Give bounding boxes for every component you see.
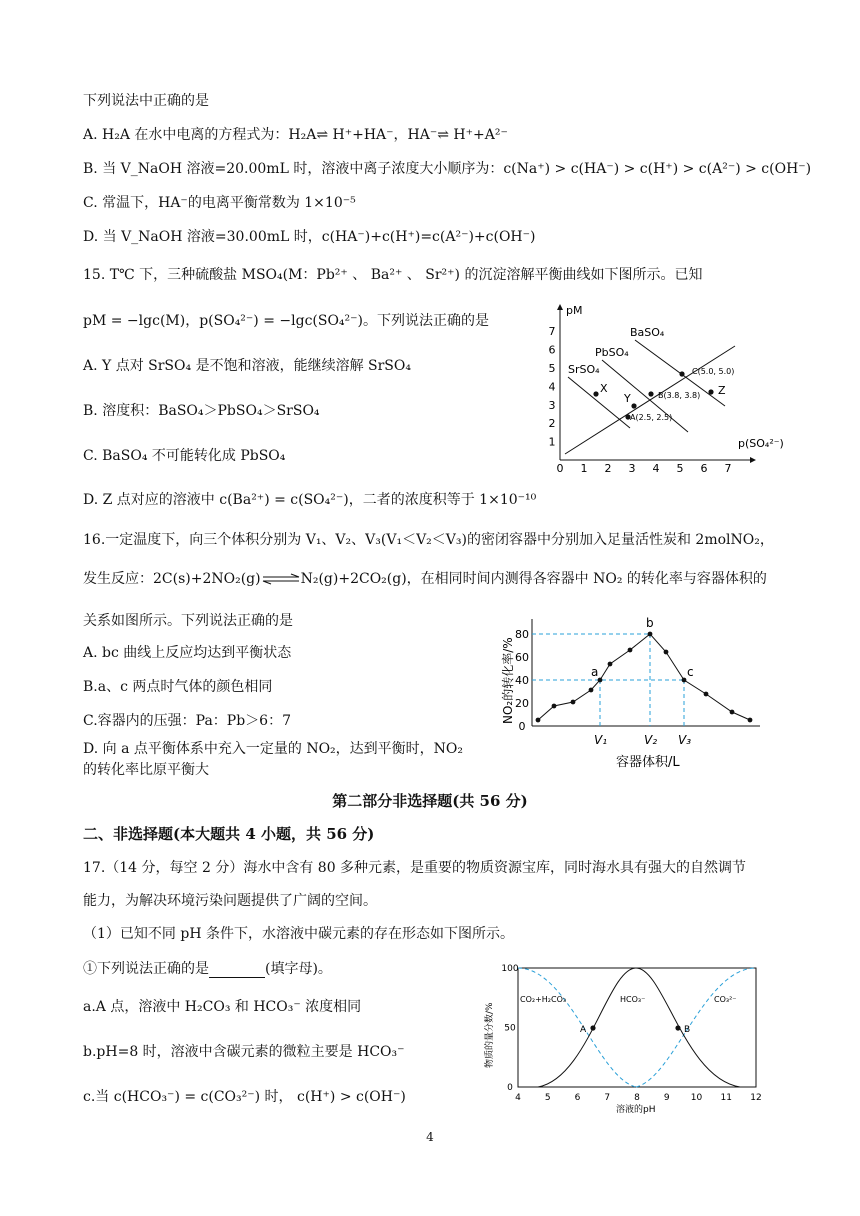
q15-xtick: 4 (652, 462, 660, 475)
answer-blank (209, 963, 265, 978)
q17-series-co2: CO₂+H₂CO₃ (520, 995, 567, 1004)
q17-series-co3: CO₃²⁻ (714, 995, 737, 1004)
q15-point-c (679, 371, 684, 376)
q15-xtick: 2 (604, 462, 612, 475)
q16-point-a-label: a (591, 665, 599, 679)
q15-option-a: A. Y 点对 SrSO₄ 是不饱和溶液，能继续溶解 SrSO₄ (83, 358, 411, 374)
q15-ytick: 2 (548, 417, 556, 431)
q17-xtick: 9 (663, 1093, 670, 1103)
q17-line1: 17.（14 分，每空 2 分）海水中含有 80 多种元素，是重要的物质资源宝库，同时海水具有强大的自然调节 (83, 860, 747, 876)
q15-label-c: C(5.0, 5.0) (692, 367, 735, 376)
q15-xtick: 0 (556, 462, 564, 475)
q15-point-b (648, 391, 653, 396)
q14-option-d: D. 当 V_NaOH 溶液=30.00mL 时，c(HA⁻)+c(H⁺)=c(A²⁻)+c(OH⁻) (83, 229, 536, 245)
q17-xtick: 6 (574, 1093, 581, 1103)
q16-xtick-v1: V₁ (594, 733, 608, 747)
q15-ytick: 4 (548, 380, 556, 394)
q15-xtick: 5 (676, 462, 684, 475)
q17-xtick: 7 (604, 1093, 611, 1103)
q17-option-b: b.pH=8 时，溶液中含碳元素的微粒主要是 HCO₃⁻ (83, 1044, 405, 1060)
page-number: 4 (426, 1130, 434, 1144)
q16-line2: 发生反应：2C(s)+2NO₂(g) N₂(g)+2CO₂(g)，在相同时间内测得各容器中 NO₂ 的转化率与容器体积的 (83, 571, 767, 587)
q15-option-b: B. 溶度积：BaSO₄＞PbSO₄＞SrSO₄ (83, 403, 320, 419)
q17-point-b (675, 1025, 680, 1030)
q17-xtick: 4 (515, 1093, 521, 1103)
q15-ytick: 3 (548, 398, 556, 412)
q16-xlabel: 容器体积/L (616, 755, 680, 770)
q16-line3: 关系如图所示。下列说法正确的是 (83, 613, 293, 629)
q16-ytick: 80 (515, 628, 529, 641)
q16-ytick: 20 (515, 697, 529, 710)
q15-ytick: 7 (548, 325, 556, 339)
q15-ytick: 1 (548, 435, 556, 449)
q14-stem: 下列说法中正确的是 (83, 93, 209, 109)
q17-ylabel: 物质的量分数/% (485, 1002, 495, 1068)
q17-xlabel: 溶液的pH (616, 1105, 656, 1115)
q17-ytick: 0 (507, 1083, 513, 1093)
q17-carbon-species-chart (478, 958, 768, 1118)
q17-ytick: 100 (501, 964, 519, 974)
q17-option-c: c.当 c(HCO₃⁻) = c(CO₃²⁻) 时， c(H⁺) > c(OH⁻) (83, 1089, 406, 1105)
q16-option-d2: 的转化率比原平衡大 (83, 762, 209, 778)
q17-xtick: 8 (634, 1093, 640, 1103)
q16-point-b-label: b (646, 616, 654, 630)
q15-solubility-chart (540, 300, 784, 475)
q16-ytick: 40 (515, 674, 529, 687)
q17-option-a: a.A 点，溶液中 H₂CO₃ 和 HCO₃⁻ 浓度相同 (83, 999, 362, 1015)
q15-point-x (593, 391, 598, 396)
section-heading: 二、非选择题(本大题共 4 小题，共 56 分) (83, 825, 375, 843)
q16-option-b: B.a、c 两点时气体的颜色相同 (83, 679, 273, 695)
q15-xtick: 7 (724, 462, 732, 475)
q14-option-b: B. 当 V_NaOH 溶液=20.00mL 时，溶液中离子浓度大小顺序为：c(Na⁺) > c(HA⁻) > c(H⁺) > c(A²⁻) > c(OH⁻) (83, 161, 812, 177)
q17-label-a: A (580, 1025, 587, 1035)
q17-xtick: 12 (750, 1093, 762, 1103)
q16-conversion-chart (490, 614, 780, 774)
q15-line2: pM = −lgc(M)，p(SO₄²⁻) = −lgc(SO₄²⁻)。下列说法正确的是 (83, 313, 490, 329)
q17-series-hco3: HCO₃⁻ (620, 995, 646, 1004)
q15-option-c: C. BaSO₄ 不可能转化成 PbSO₄ (83, 448, 286, 464)
q16-ytick: 60 (515, 651, 529, 664)
q17-point-a (590, 1025, 595, 1030)
q15-xtick: 1 (580, 462, 588, 475)
q15-xtick: 3 (628, 462, 636, 475)
q16-point-c-label: c (687, 665, 694, 679)
q15-label-a: A(2.5, 2.5) (630, 413, 673, 422)
q16-ytick: 0 (518, 720, 526, 733)
q15-series-srso4: SrSO₄ (568, 363, 600, 376)
q15-ytick: 6 (548, 343, 556, 357)
q15-xtick: 6 (700, 462, 708, 475)
q15-series-baso4: BaSO₄ (630, 326, 665, 339)
q15-label-b: B(3.8, 3.8) (658, 391, 701, 400)
q17-line2: 能力，为解决环境污染问题提供了广阔的空间。 (83, 893, 377, 909)
q16-option-c: C.容器内的压强：Pa：Pb＞6：7 (83, 713, 291, 729)
q15-point-y (631, 403, 636, 408)
q14-option-c: C. 常温下，HA⁻的电离平衡常数为 1×10⁻⁵ (83, 195, 356, 211)
q15-option-d: D. Z 点对应的溶液中 c(Ba²⁺) = c(SO₄²⁻)，二者的浓度积等于 1×10⁻¹⁰ (83, 492, 537, 508)
q15-series-pbso4: PbSO₄ (595, 346, 629, 359)
equilibrium-arrow-icon (261, 572, 301, 586)
q15-label-x: X (600, 382, 608, 395)
q14-option-a: A. H₂A 在水中电离的方程式为：H₂A⇌ H⁺+HA⁻，HA⁻⇌ H⁺+A²⁻ (83, 127, 508, 143)
q16-xtick-v2: V₂ (644, 733, 658, 747)
q15-xlabel: p(SO₄²⁻) (738, 437, 784, 450)
q17-xtick: 11 (720, 1093, 732, 1103)
q17-ytick: 50 (504, 1023, 516, 1034)
q16-option-d1: D. 向 a 点平衡体系中充入一定量的 NO₂，达到平衡时，NO₂ (83, 741, 464, 757)
q15-point-z (708, 389, 713, 394)
q15-ytick: 5 (548, 362, 556, 375)
q17-xtick: 10 (690, 1093, 703, 1103)
q16-ylabel: NO₂的转化率/% (501, 637, 515, 724)
q15-line1: 15. T℃ 下，三种硫酸盐 MSO₄(M：Pb²⁺ 、 Ba²⁺ 、 Sr²⁺) 的沉淀溶解平衡曲线如下图所示。已知 (83, 267, 703, 283)
q15-label-z: Z (718, 384, 726, 397)
q16-option-a: A. bc 曲线上反应均达到平衡状态 (83, 645, 292, 661)
q17-ask: ①下列说法正确的是 (填字母)。 (83, 961, 332, 977)
q15-ylabel: pM (566, 304, 583, 317)
q17-xtick: 5 (544, 1093, 551, 1103)
part2-title: 第二部分非选择题(共 56 分) (332, 792, 528, 810)
q16-line1: 16.一定温度下，向三个体积分别为 V₁、V₂、V₃(V₁＜V₂＜V₃)的密闭容器中分别加入足量活性炭和 2molNO₂， (83, 532, 774, 548)
q17-label-b: B (684, 1025, 691, 1035)
q16-xtick-v3: V₃ (678, 733, 692, 747)
q17-part1: （1）已知不同 pH 条件下，水溶液中碳元素的存在形态如下图所示。 (83, 926, 514, 942)
q15-label-y: Y (624, 392, 631, 405)
